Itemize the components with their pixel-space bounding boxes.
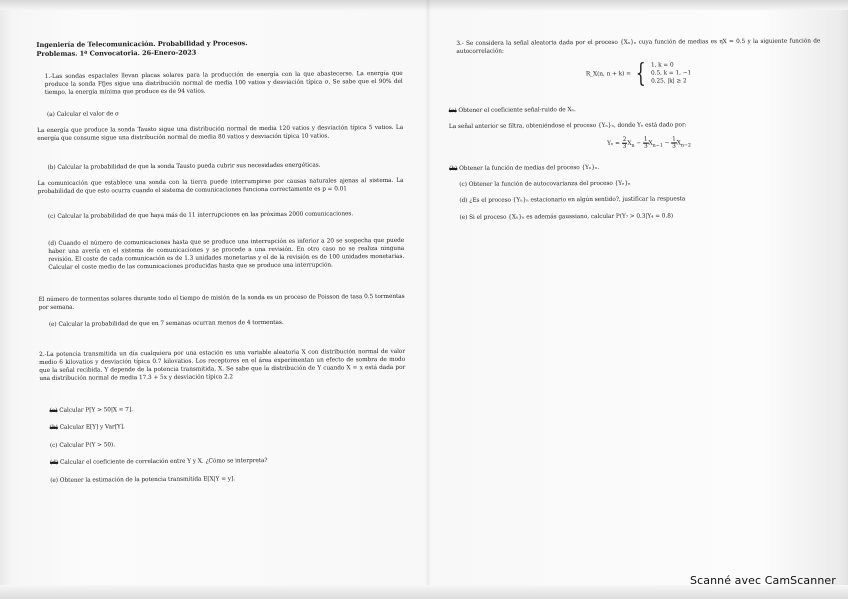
autocorrelation-equation: [558, 60, 718, 87]
autocorrelation-cases: [651, 61, 691, 86]
filter-equation-lhs: Yₙ =: [607, 140, 620, 147]
problem3-b-text: Obtener la función de medias del proceso {Yₙ}ₙ.: [459, 164, 600, 172]
problem2-question-e: (e) Obtener la estimación de la potencia transmitida E[X|Y = y].: [50, 476, 236, 484]
case-k1: 0.5, k = 1, −1: [650, 70, 692, 77]
problem3-a-label: (a): [448, 107, 457, 114]
problem1-question-d: (d) Cuando el número de comunicaciones hasta que se produce una interrupción es inferior a 20 se sospecha que puede haber una avería en el sistema de comunicaciones y se procede a una revisión. En otro caso no se realiza ninguna revisión. El coste de cada comunicación es de 1.3 unidades monetarias y el de la revisión es de 100 unidades monetarias. Calcular el coste medio de las comunicaciones producidas hasta que se produce una interrupción.: [48, 237, 405, 271]
problem2-question-d: [40, 457, 406, 468]
problem3-intro: 3.- Se considera la señal aleatoria dada por el proceso {Xₙ}ₙ cuya función de medias es ηX = 0.5 y la siguiente función de autocorrelación:: [456, 38, 821, 55]
fraction-one-third-b: $\frac{1}{3}$: [672, 136, 676, 150]
problem2-intro: 2.-La potencia transmitida un día cualquiera por una estación es una variable aleatoria X con distribución normal de valor medio 6 kilovatios y desviación típica 0.7 kilovatios. Los receptores en el área experimentan un efecto de sombra de modo que la señal recibida, Y depende de la potencia transmitida, X. Se sabe que la distribución de Y cuando X = x está dada por una distribución normal de media 17.3 + 5x y desviación típica 2.2: [39, 348, 406, 382]
problem3-question-c: (c) Obtener la función de autocovarianza del proceso {Yₙ}ₙ: [459, 180, 631, 188]
problem2-b-text: Calcular E[Y] y Var[Y].: [59, 424, 125, 431]
filter-text: La señal anterior se filtra, obteniéndose el proceso {Yₙ}ₙ, donde Yₙ está dado por:: [448, 122, 687, 130]
problem1-intro: 1.-Las sondas espaciales llevan placas solares para la producción de energía con la que abastecerse. La energía que produce la sonda Ffjes sigue una distribución normal de media 100 vatios y desviación típica σ. Se sabe que el 90% del tiempo, la energía mínima que produce es de 94 vatios.: [44, 70, 403, 96]
page-fold-shadow: [425, 0, 431, 585]
scan-top-edge: [0, 0, 848, 10]
problem1-text-4: El número de tormentas solares durante todo el tiempo de misión de la sonda es un proceso de Poisson de tasa 0.5 tormentas por semana.: [38, 293, 405, 311]
problem1-question-a: (a) Calcular el valor de σ: [46, 111, 119, 118]
problem2-a-text: Calcular P[Y > 50|X = 7].: [59, 407, 133, 414]
scan-bottom-edge: [0, 585, 848, 599]
problem3-a-text: Obtener el coeficiente señal-ruido de Xₙ.: [458, 107, 576, 114]
problem2-d-label: (d): [50, 459, 59, 466]
exam-title: Ingeniería de Telecomunicación. Probabilidad y Procesos.: [36, 39, 248, 49]
problem1-text-2: La energía que produce la sonda Tausto sigue una distribución normal de media 120 vatios y desviación típica 5 vatios. La energía que consume sigue una distribución normal de media 80 vatios y desviación típica 10 vatios.: [37, 124, 404, 142]
problem3-question-a: [449, 105, 821, 116]
problem1-text-3: La comunicación que establece una sonda con la tierra puede interrumpirse por causas naturales ajenas al sistema. La probabilidad de que esto ocurra cuando el sistema de comunicaciones funciona correctamente es p = 0.01: [37, 177, 404, 195]
problem2-c-label: (c): [49, 442, 58, 449]
case-k0: 1, k = 0: [650, 62, 674, 69]
problem3-question-b: [449, 163, 821, 174]
problem1-question-e: (e) Calcular la probabilidad de que en 7 semanas ocurran menos de 4 tormentas.: [48, 319, 284, 328]
problem2-question-a: [40, 405, 406, 416]
problem3-question-d: (d) ¿Es el proceso {Yₙ}ₙ estacionario en algún sentido?, justificar la respuesta: [459, 196, 686, 204]
fraction-two-thirds: $\frac{2}{3}$: [622, 136, 627, 150]
problem2-d-text: Calcular el coeficiente de correlación entre Y y X. ¿Cómo se interpreta?: [59, 457, 268, 466]
fraction-one-third-a: $\frac{1}{3}$: [643, 136, 648, 150]
case-k2: 0.25, |k| ≥ 2: [651, 78, 687, 85]
filter-equation: Yₙ = $\frac{2}{3}$ $X_n$ − $\frac{1}{3}$ $X_{n-1}$ − $\frac{1}{3}$ $X_{n-2}$: [607, 136, 691, 150]
autocorrelation-lhs: R_X(n, n + k) =: [585, 71, 631, 78]
problem1-question-b: (b) Calcular la probabilidad de que la sonda Tausto pueda cubrir sus necesidades energéticas.: [47, 162, 321, 171]
problem3-b-label: (b): [449, 165, 458, 172]
problem2-a-label: (a): [49, 407, 58, 414]
problem2-b-label: (b): [49, 424, 58, 431]
left-brace: {: [635, 58, 647, 89]
problem1-question-c: (c) Calcular la probabilidad de que haya más de 11 interrupciones en las próximas 2000 comunicaciones.: [47, 211, 354, 220]
problem2-c-text: Calcular P(Y > 50).: [59, 442, 116, 449]
scanner-watermark: Scanné avec CamScanner: [690, 574, 836, 587]
problem3-question-e: (e) Si el proceso {Xₙ}ₙ es además gaussiano, calcular P(Y₇ > 0.3|Y₄ = 0.8): [459, 213, 674, 221]
exam-subtitle: Problemas. 1ª Convocatoria. 26-Enero-2023: [36, 48, 197, 58]
problem2-question-c: [40, 440, 406, 451]
problem2-question-b: [40, 422, 406, 433]
